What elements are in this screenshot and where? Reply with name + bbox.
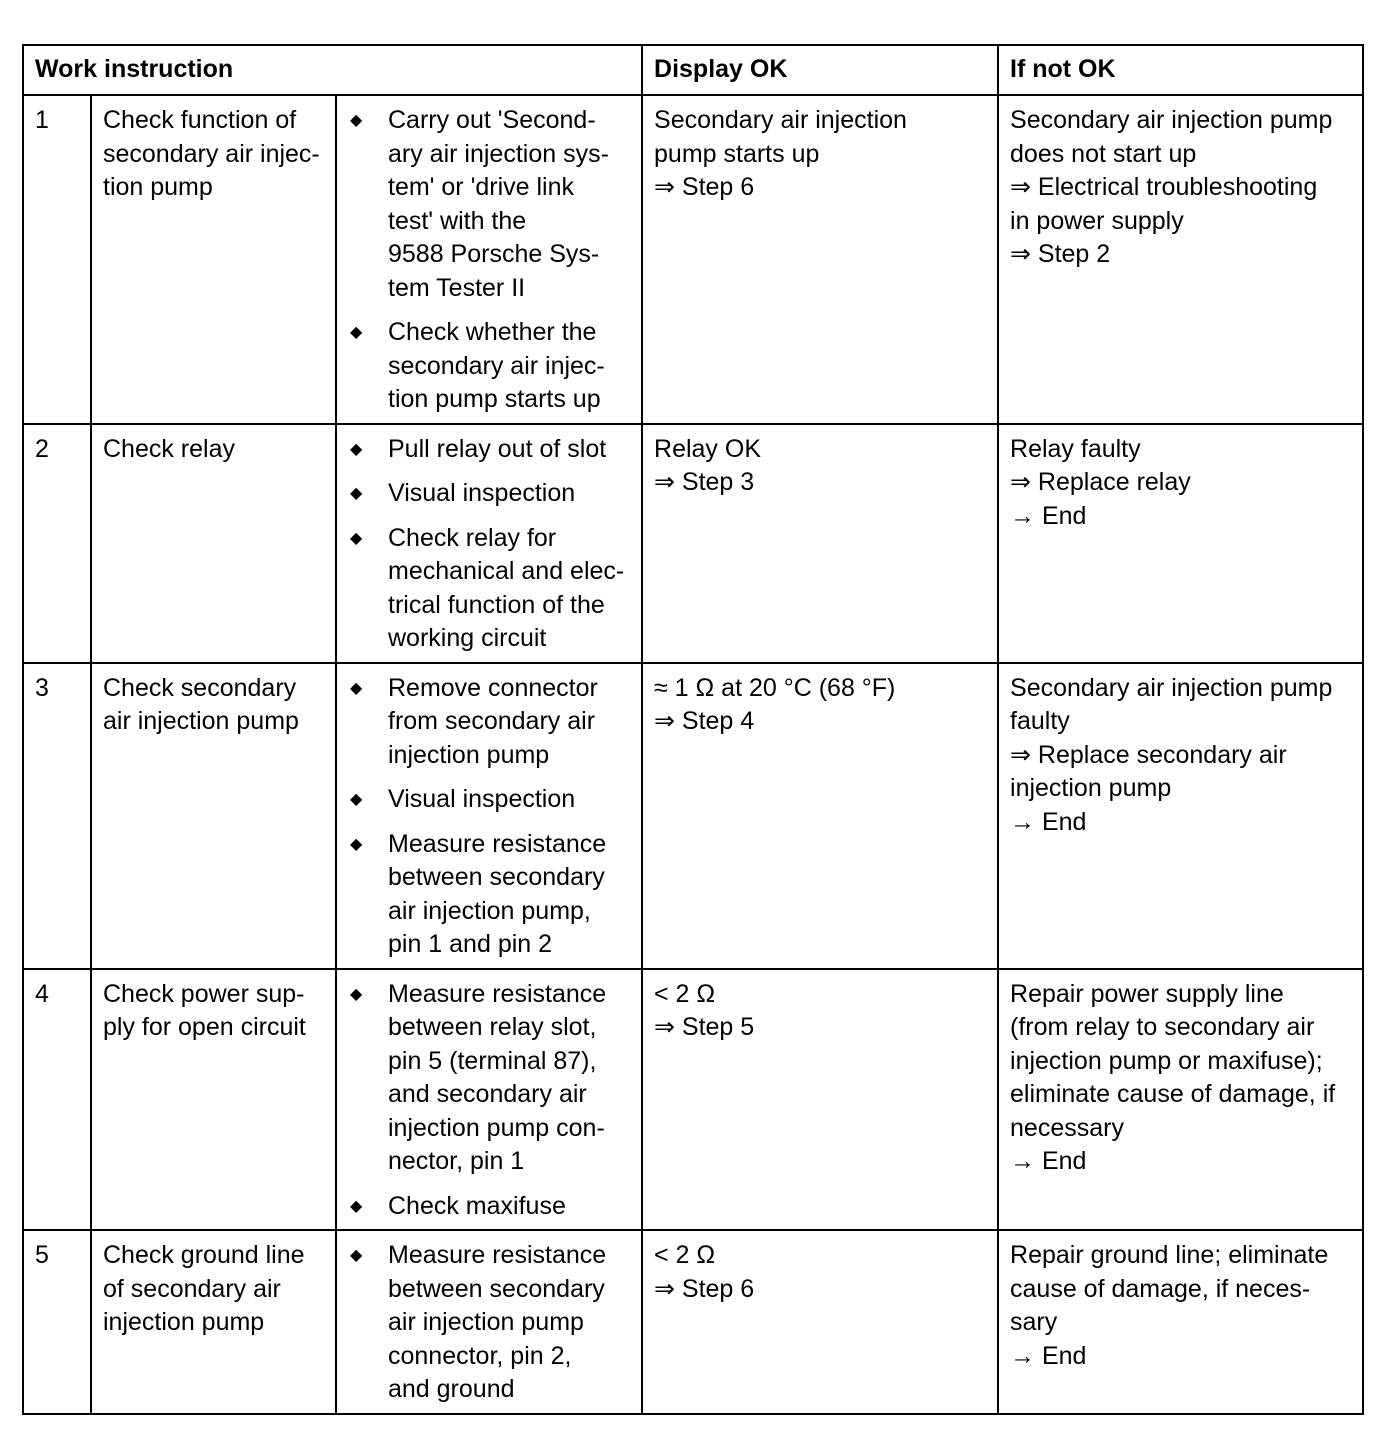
instruction-text: Visual inspection	[388, 479, 576, 507]
instruction-text: Carry out 'Second- ary air injection sys- tem' or 'drive link test' with the 9588 Porsche Sys- tem Tester II	[388, 106, 609, 302]
instruction-item	[348, 522, 631, 656]
instructions-cell	[336, 663, 642, 969]
display-ok-cell: ≈ 1 Ω at 20 °C (68 °F) ⇒ Step 4	[642, 663, 998, 969]
work-instruction-table	[22, 44, 1364, 1415]
if-not-ok-cell: Relay faulty ⇒ Replace relay → End	[998, 424, 1363, 663]
instruction-item	[348, 828, 631, 962]
task-cell: Check function of secondary air injec- tion pump	[91, 95, 336, 424]
header-display-ok: Display OK	[642, 45, 998, 95]
instruction-item	[348, 477, 631, 511]
instruction-text: Measure resistance between secondary air injection pump, pin 1 and pin 2	[388, 829, 607, 958]
instruction-text: Measure resistance between secondary air injection pump connector, pin 2, and ground	[388, 1241, 607, 1403]
instruction-item	[348, 1239, 631, 1407]
display-ok-cell: < 2 Ω ⇒ Step 5	[642, 969, 998, 1231]
instructions-cell	[336, 969, 642, 1231]
table-row	[23, 1230, 1363, 1414]
diamond-bullet-icon: ◆	[350, 791, 363, 808]
diamond-bullet-icon: ◆	[350, 440, 363, 458]
header-work-instruction: Work instruction	[23, 45, 642, 95]
diamond-bullet-icon: ◆	[350, 1197, 363, 1215]
table-row	[23, 969, 1363, 1231]
if-not-ok-cell: Secondary air injection pump faulty ⇒ Replace secondary air injection pump → End	[998, 663, 1363, 969]
diamond-bullet-icon: ◆	[350, 112, 363, 129]
display-ok-cell: < 2 Ω ⇒ Step 6	[642, 1230, 998, 1414]
diamond-bullet-icon: ◆	[350, 485, 363, 502]
instructions-cell	[336, 1230, 642, 1414]
instructions-cell	[336, 95, 642, 424]
task-cell: Check secondary air injection pump	[91, 663, 336, 969]
instruction-item	[348, 783, 631, 817]
instruction-text: Check whether the secondary air injec- tion pump starts up	[388, 318, 605, 413]
diamond-bullet-icon: ◆	[350, 324, 363, 341]
table-row	[23, 95, 1363, 424]
instructions-cell	[336, 424, 642, 663]
if-not-ok-cell: Repair power supply line (from relay to secondary air injection pump or maxifuse); eliminate cause of damage, if necessary → End	[998, 969, 1363, 1231]
instruction-text: Visual inspection	[388, 785, 576, 813]
task-cell: Check relay	[91, 424, 336, 663]
display-ok-cell: Secondary air injection pump starts up ⇒ Step 6	[642, 95, 998, 424]
header-if-not-ok: If not OK	[998, 45, 1363, 95]
step-number: 4	[23, 969, 91, 1231]
instruction-item	[348, 104, 631, 305]
step-number: 3	[23, 663, 91, 969]
step-number: 1	[23, 95, 91, 424]
table-row	[23, 663, 1363, 969]
if-not-ok-cell: Repair ground line; eliminate cause of damage, if neces- sary → End	[998, 1230, 1363, 1414]
diamond-bullet-icon: ◆	[350, 529, 363, 547]
diamond-bullet-icon: ◆	[350, 1247, 363, 1264]
if-not-ok-cell: Secondary air injection pump does not start up ⇒ Electrical troubleshooting in power supply ⇒ Step 2	[998, 95, 1363, 424]
instruction-text: Check maxifuse	[388, 1191, 566, 1220]
step-number: 5	[23, 1230, 91, 1414]
instruction-text: Pull relay out of slot	[388, 434, 607, 463]
table-row	[23, 424, 1363, 663]
diamond-bullet-icon: ◆	[350, 985, 363, 1003]
header-row	[23, 45, 1363, 95]
task-cell: Check power sup- ply for open circuit	[91, 969, 336, 1231]
instruction-item	[348, 672, 631, 773]
instruction-item	[348, 316, 631, 417]
instruction-text: Check relay for mechanical and elec- trical function of the working circuit	[388, 523, 625, 652]
task-cell: Check ground line of secondary air injection pump	[91, 1230, 336, 1414]
instruction-item	[348, 433, 631, 467]
diamond-bullet-icon: ◆	[350, 835, 363, 853]
display-ok-cell: Relay OK ⇒ Step 3	[642, 424, 998, 663]
instruction-item	[348, 1190, 631, 1224]
diamond-bullet-icon: ◆	[350, 679, 363, 697]
step-number: 2	[23, 424, 91, 663]
instruction-text: Measure resistance between relay slot, pin 5 (terminal 87), and secondary air injection pump con- nector, pin 1	[388, 979, 607, 1175]
instruction-item	[348, 978, 631, 1179]
instruction-text: Remove connector from secondary air injection pump	[388, 673, 598, 769]
